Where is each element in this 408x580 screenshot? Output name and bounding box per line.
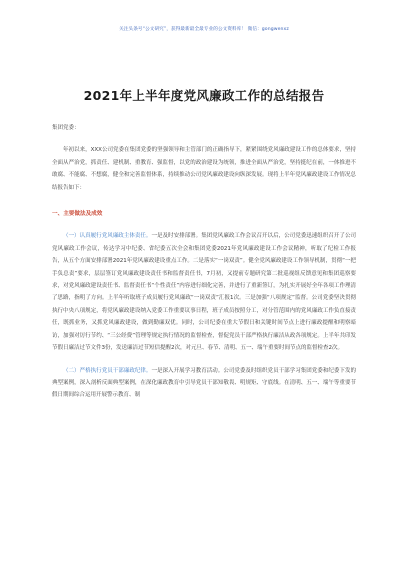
section-heading: 一、主要做法及成效 bbox=[52, 211, 103, 218]
document-body bbox=[52, 122, 356, 402]
paragraph-1 bbox=[52, 230, 356, 354]
paragraph-1-text: 一是及时安排部署。集团党风廉政工作会议召开以后，公司党委迅速组织召开了公司党风廉政工作会议，传达学习中纪委、省纪委五次全会和集团党委2021年党风廉政建设工作会议精神，听取了纪检工作报告，从五个方面安排部署2021年党风廉政建设重点工作。二是落实“一岗双责”。健全党风廉政建设工作领导机制，贯彻“一把手负总责”要求，层层签订党风廉政建设责任书和监督责任书，7月初，又提前专题研究第二批巡视组反馈意见和集团巡察要求，对党风廉政建设责任书、监督责任书“个性责任”内容进行细化完善，并进行了重新签订，为扎实开展好全年各项工作理清了思路，指明了方向。上半年听取班子成员履行党风廉政“一岗双责”汇报1次。三是加强“八项规定”监督。公司党委坚决贯彻执行中央八项规定，将党风廉政建设纳入党委工作重要议事日程，班子成员按照分工，对分管范围内的党风廉政工作负直接责任，既抓业务，又抓党风廉政建设，做到勤廉双优。同时，公司纪委在重大节假日和关键时间节点上进行廉政提醒和明察暗访，加强对厉行节约、“三公经费”管理等规定执行情况的监督检查，督促党员干部严格执行廉洁从政各项规定。上半年共印发节假日廉洁过节文件3份，发送廉洁过节短信提醒2次，对元旦、春节、清明、五一、端午重要时间节点的监督检查2次。 bbox=[52, 233, 356, 352]
paragraph-2-text: 一是深入开展学习教育活动。公司党委及时组织党员干部学习集团党委和纪委下发的典型案例，深入剖析反面典型案例，在深化廉政教育中引导党员干部知敬畏、明规矩、守底线。在清明、五一、端午等重要节假日期间综合运用开展警示教育、制 bbox=[52, 367, 356, 399]
salutation: 集团党委： bbox=[52, 125, 80, 131]
intro-paragraph: 年初以来，XXX公司党委在集团党委的坚强领导和主管部门的正确指导下，紧紧围绕党风廉政建设工作的总体要求，坚持全面从严治党，抓责任、建机制、重教育、强监督，以党的政治建设为统领，推进全面从严治党，坚持挺纪在前，一体推进不敢腐、不能腐、不想腐，健全和完善监督体系，持续推动公司党风廉政建设向纵深发展。现将上半年党风廉政建设工作情况总结报告如下： bbox=[52, 147, 356, 191]
document-title: 2021年上半年度党风廉政工作的总结报告 bbox=[83, 88, 325, 103]
header-note: 关注头条号“公文研究”，获得最新最全最专业的公文资料库！ 微信：gongwenxz bbox=[119, 27, 289, 32]
paragraph-1-subheading: （一）认真履行党风廉政主体责任。 bbox=[63, 233, 152, 240]
paragraph-2-subheading: （二）严格执行党员干部廉政纪律。 bbox=[63, 367, 152, 374]
paragraph-2 bbox=[52, 365, 356, 402]
